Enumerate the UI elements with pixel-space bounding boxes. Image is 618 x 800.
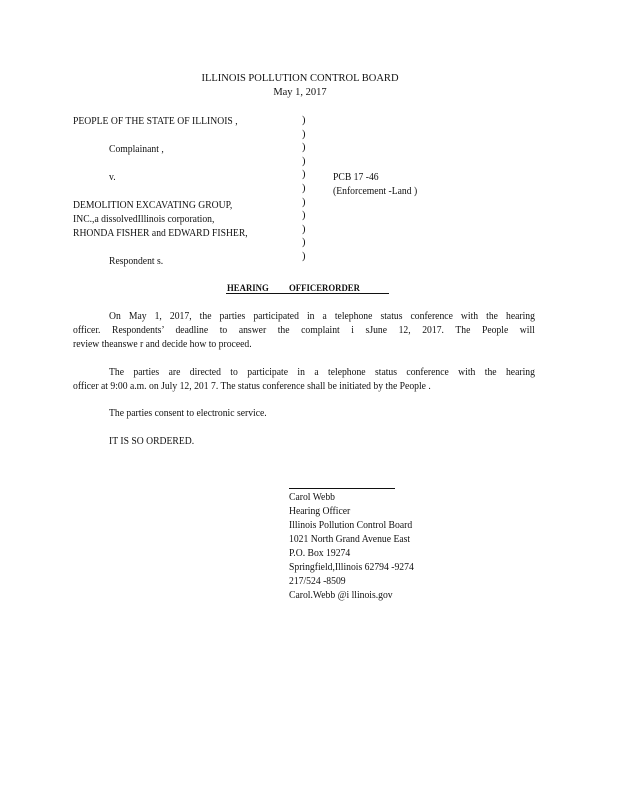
order-title-officer-order: OFFICERORDER — [289, 284, 360, 294]
order-title-hearing: HEARING — [227, 284, 269, 294]
paren: ) — [302, 155, 306, 167]
signer-title: Hearing Officer — [289, 506, 351, 517]
paragraph-1-line-3: review theanswe r and decide how to proceed. — [73, 339, 252, 350]
paren: ) — [302, 237, 306, 249]
signature-line — [289, 488, 395, 489]
title-underline — [226, 293, 389, 294]
paren: ) — [302, 196, 306, 208]
paren: ) — [302, 128, 306, 140]
signer-email[interactable]: Carol.Webb @i llinois.gov — [289, 590, 393, 601]
paren: ) — [302, 115, 306, 126]
paren: ) — [302, 169, 306, 181]
case-number: PCB 17 -46 — [333, 172, 379, 183]
paragraph-consent: The parties consent to electronic service. — [109, 408, 267, 419]
paragraph-2-line-1: The parties are directed to participate in a telephone status conference with the hearing — [109, 367, 535, 378]
versus-label: v. — [109, 172, 116, 183]
paren: ) — [302, 142, 306, 154]
paragraph-1-line-2: officer. Respondents’ deadline to answer the complaint i sJune 12, 2017. The People will — [73, 325, 535, 336]
paren: ) — [302, 210, 306, 222]
paren: ) — [302, 182, 306, 194]
respondents-label: Respondent s. — [109, 256, 164, 267]
complainant-label: Complainant , — [109, 144, 164, 155]
signer-street: 1021 North Grand Avenue East — [289, 534, 411, 545]
signer-name: Carol Webb — [289, 492, 335, 503]
signer-agency: Illinois Pollution Control Board — [289, 520, 413, 531]
plaintiff-name: PEOPLE OF THE STATE OF ILLINOIS , — [73, 116, 238, 127]
board-title: ILLINOIS POLLUTION CONTROL BOARD — [201, 73, 399, 84]
paragraph-1-line-1: On May 1, 2017, the parties participated in a telephone status conference with the hearing — [109, 311, 535, 322]
signer-po-box: P.O. Box 19274 — [289, 548, 351, 559]
case-type: (Enforcement -Land ) — [333, 186, 418, 197]
defendant-line-3: RHONDA FISHER and EDWARD FISHER, — [73, 228, 248, 239]
signer-city: Springfield,Illinois 62794 -9274 — [289, 562, 414, 573]
defendant-line-1: DEMOLITION EXCAVATING GROUP, — [73, 200, 233, 211]
signer-phone: 217/524 -8509 — [289, 576, 346, 587]
caption-parens — [302, 114, 312, 264]
defendant-line-2: INC.,a dissolvedIllinois corporation, — [73, 214, 215, 225]
paragraph-so-ordered: IT IS SO ORDERED. — [109, 436, 195, 447]
paren: ) — [302, 223, 306, 235]
paren: ) — [302, 250, 306, 262]
paragraph-2-line-2: officer at 9:00 a.m. on July 12, 201 7. The status conference shall be initiated by the People . — [73, 381, 431, 392]
order-date: May 1, 2017 — [273, 87, 327, 98]
